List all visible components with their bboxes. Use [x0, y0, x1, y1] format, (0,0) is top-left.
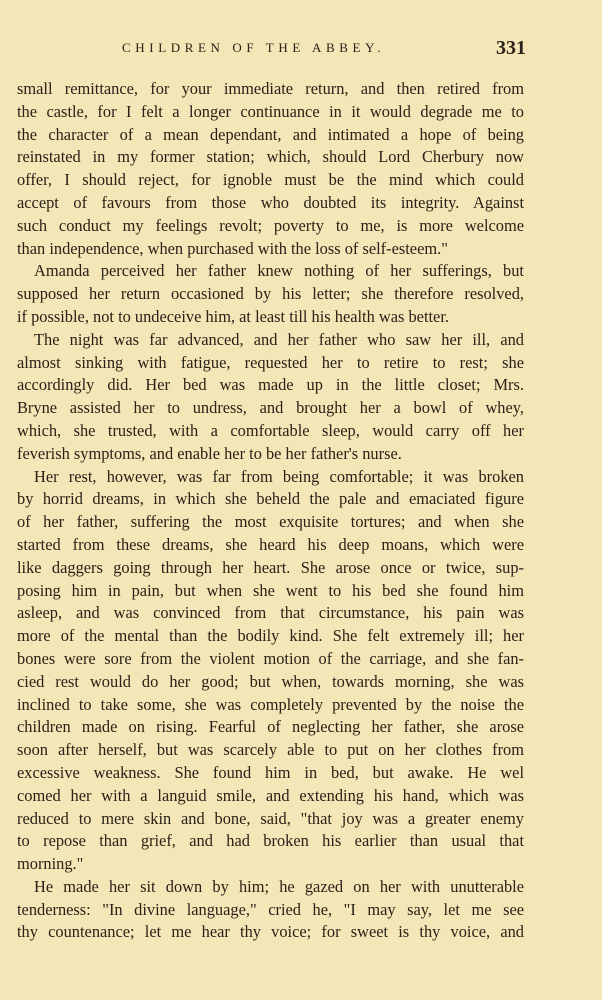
- body-text: [17, 78, 524, 944]
- text-line: The night was far advanced, and her father who saw her ill, and: [34, 329, 524, 349]
- text-line: Amanda perceived her father knew nothing of her sufferings, but: [34, 261, 524, 281]
- text-line: almost sinking with fatigue, requested her to retire to rest; she: [17, 352, 524, 372]
- text-line: Bryne assisted her to undress, and brought her a bowl of whey,: [17, 398, 524, 418]
- text-line: soon after herself, but was scarcely able to put on her clothes from: [17, 740, 524, 760]
- text-line: excessive weakness. She found him in bed, but awake. He wel: [17, 762, 524, 782]
- text-line: feverish symptoms, and enable her to be her father's nurse.: [17, 443, 402, 463]
- text-line: which, she trusted, with a comfortable sleep, would carry off her: [17, 420, 524, 440]
- text-line: comed her with a languid smile, and extending his hand, which was: [17, 785, 524, 805]
- page-header: [122, 37, 526, 61]
- text-line: He made her sit down by him; he gazed on her with unutterable: [34, 876, 524, 896]
- text-line: posing him in pain, but when she went to his bed she found him: [17, 580, 524, 600]
- text-line: tenderness: "In divine language," cried he, "I may say, let me see: [17, 899, 524, 919]
- text-line: the castle, for I felt a longer continuance in it would degrade me to: [17, 101, 524, 121]
- text-line: bones were sore from the violent motion of the carriage, and she fan-: [17, 648, 524, 668]
- text-line: if possible, not to undeceive him, at least till his health was better.: [17, 306, 449, 326]
- text-line: inclined to take some, she was completely prevented by the noise the: [17, 694, 524, 714]
- text-line: supposed her return occasioned by his letter; she therefore resolved,: [17, 284, 524, 304]
- text-line: started from these dreams, she heard his deep moans, which were: [17, 534, 524, 554]
- text-line: reinstated in my former station; which, should Lord Cherbury now: [17, 147, 524, 167]
- text-line: cied rest would do her good; but when, towards morning, she was: [17, 671, 524, 691]
- text-line: asleep, and was convinced from that circumstance, his pain was: [17, 603, 524, 623]
- text-line: such conduct my feelings revolt; poverty to me, is more welcome: [17, 215, 524, 235]
- text-line: like daggers going through her heart. She arose once or twice, sup-: [17, 557, 524, 577]
- text-line: children made on rising. Fearful of neglecting her father, she arose: [17, 717, 524, 737]
- text-line: than independence, when purchased with the loss of self-esteem.": [17, 238, 448, 258]
- text-line: Her rest, however, was far from being comfortable; it was broken: [34, 466, 524, 486]
- text-line: accordingly did. Her bed was made up in the little closet; Mrs.: [17, 375, 524, 395]
- text-line: accept of favours from those who doubted its integrity. Against: [17, 192, 524, 212]
- text-line: by horrid dreams, in which she beheld the pale and emaciated figure: [17, 489, 524, 509]
- text-line: thy countenance; let me hear thy voice; for sweet is thy voice, and: [17, 922, 524, 942]
- text-line: offer, I should reject, for ignoble must be the mind which could: [17, 170, 524, 190]
- text-line: of her father, suffering the most exquisite tortures; and when she: [17, 512, 524, 532]
- page-number: 331: [496, 37, 526, 59]
- text-line: more of the mental than the bodily kind. She felt extremely ill; her: [17, 626, 524, 646]
- text-line: small remittance, for your immediate return, and then retired from: [17, 79, 524, 98]
- text-line: to repose than grief, and had broken his earlier than usual that: [17, 831, 524, 851]
- text-line: the character of a mean dependant, and intimated a hope of being: [17, 124, 524, 144]
- text-line: morning.": [17, 854, 84, 874]
- running-head: CHILDREN OF THE ABBEY.: [122, 40, 386, 55]
- text-line: reduced to mere skin and bone, said, "that joy was a greater enemy: [17, 808, 524, 828]
